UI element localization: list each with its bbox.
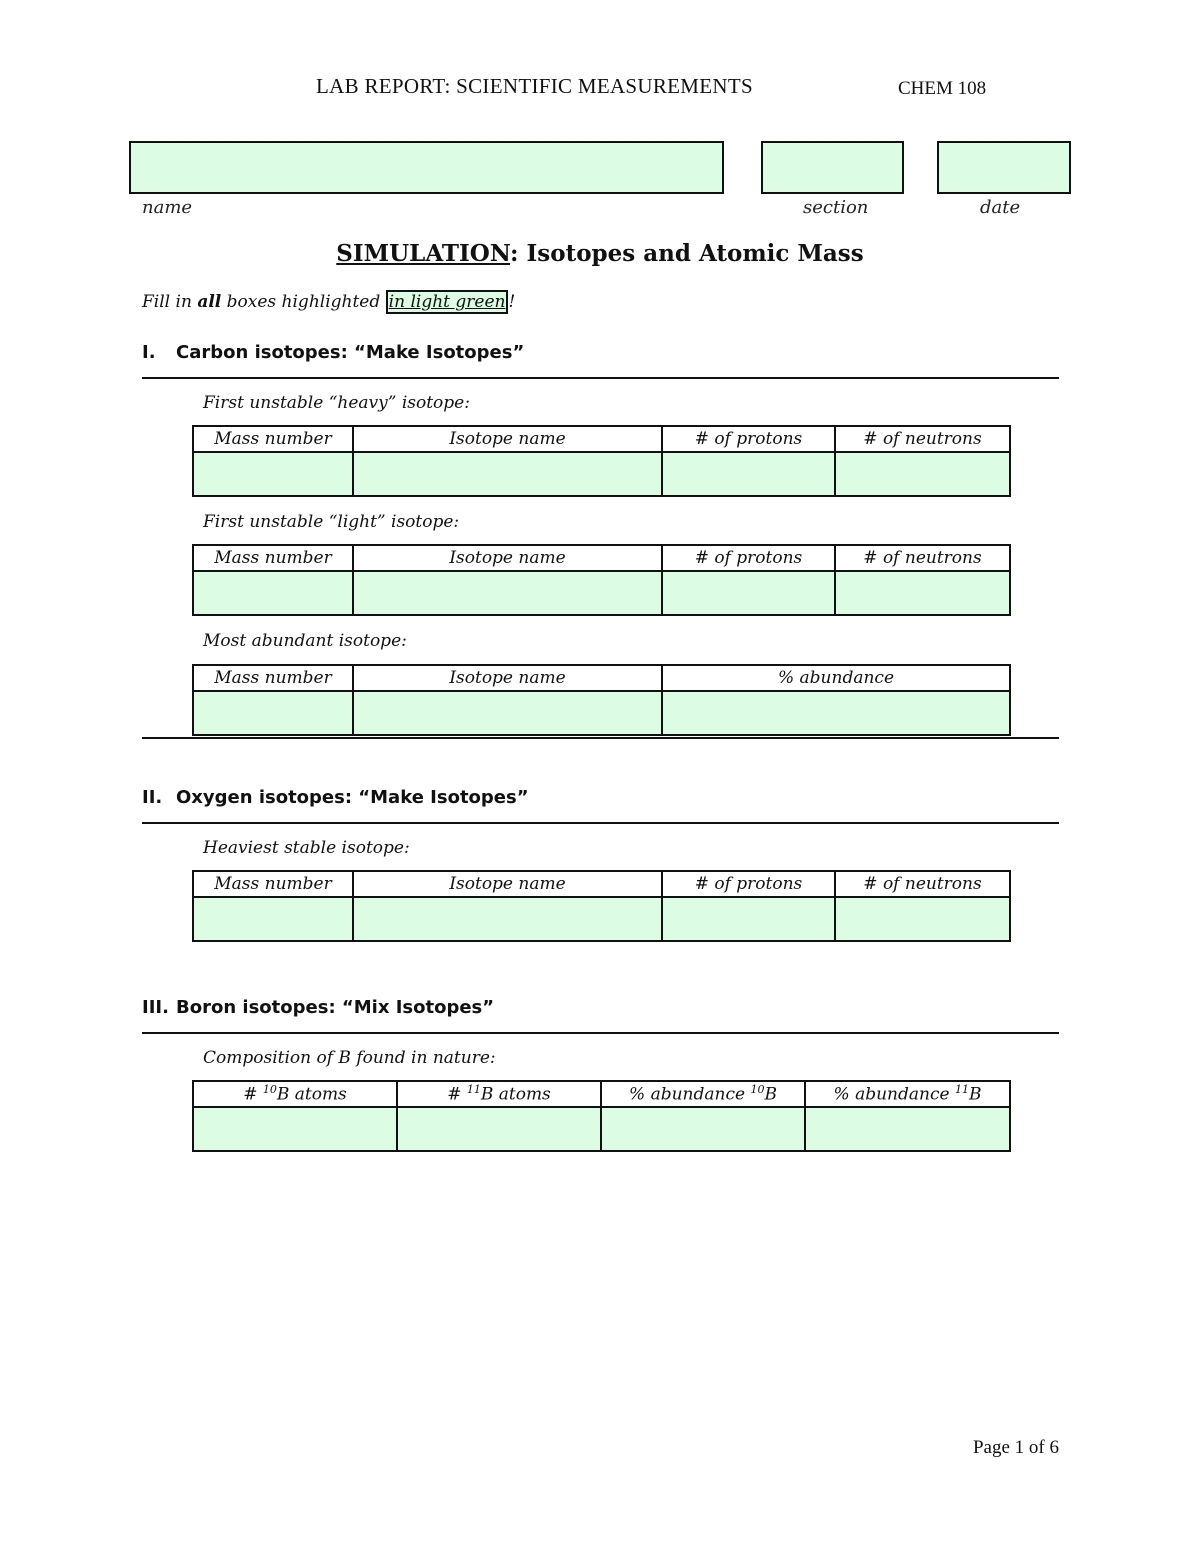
name-field[interactable] (129, 141, 724, 194)
isotope-name-input[interactable] (353, 897, 662, 941)
title-prefix: SIMULATION (336, 240, 511, 267)
instruction-emphasis: all (197, 292, 222, 312)
mass-superscript: 10 (262, 1083, 277, 1097)
col-header: # of protons (662, 426, 835, 452)
header-text: B atoms (276, 1084, 347, 1105)
section-divider (142, 822, 1059, 824)
isotope-name-input[interactable] (353, 691, 662, 735)
oxygen-heaviest-table (192, 870, 1011, 942)
b10-abundance-input[interactable] (601, 1107, 805, 1151)
table-caption: Composition of B found in nature: (203, 1048, 496, 1068)
mass-superscript: 10 (750, 1083, 765, 1097)
date-field[interactable] (937, 141, 1071, 194)
col-header: Isotope name (353, 665, 662, 691)
b10-atoms-input[interactable] (193, 1107, 397, 1151)
b11-abundance-input[interactable] (805, 1107, 1010, 1151)
section-heading-carbon (142, 342, 524, 363)
section-title: Boron isotopes: “Mix Isotopes” (176, 997, 495, 1018)
protons-input[interactable] (662, 897, 835, 941)
isotope-name-input[interactable] (353, 452, 662, 496)
carbon-abundant-table (192, 664, 1011, 736)
mass-number-input[interactable] (193, 571, 353, 615)
col-header: Mass number (193, 871, 353, 897)
header-text: B (968, 1084, 982, 1105)
section-field[interactable] (761, 141, 904, 194)
section-heading-boron (142, 997, 494, 1018)
course-code: CHEM 108 (898, 78, 987, 99)
table-caption: First unstable “heavy” isotope: (203, 393, 470, 413)
col-header: Mass number (193, 426, 353, 452)
protons-input[interactable] (662, 571, 835, 615)
section-divider (142, 1032, 1059, 1034)
col-header: Mass number (193, 545, 353, 571)
col-header: # of protons (662, 871, 835, 897)
section-heading-oxygen (142, 787, 529, 808)
col-header: Isotope name (353, 426, 662, 452)
mass-number-input[interactable] (193, 691, 353, 735)
instruction-text (142, 292, 515, 312)
document-title (0, 240, 1200, 267)
header-text: # (447, 1084, 467, 1105)
section-label: section (803, 197, 869, 218)
section-divider (142, 377, 1059, 379)
report-title: LAB REPORT: SCIENTIFIC MEASUREMENTS (316, 74, 753, 98)
neutrons-input[interactable] (835, 897, 1010, 941)
col-header (601, 1081, 805, 1107)
b11-atoms-input[interactable] (397, 1107, 601, 1151)
neutrons-input[interactable] (835, 452, 1010, 496)
mass-number-input[interactable] (193, 452, 353, 496)
col-header (193, 1081, 397, 1107)
highlight-sample: in light green (386, 290, 509, 314)
name-label: name (142, 197, 193, 218)
section-divider (142, 737, 1059, 739)
table-caption: Most abundant isotope: (203, 631, 407, 651)
col-header: % abundance (662, 665, 1010, 691)
col-header: Mass number (193, 665, 353, 691)
header-text: % abundance (833, 1084, 955, 1105)
boron-composition-table (192, 1080, 1011, 1152)
carbon-light-table (192, 544, 1011, 616)
table-caption: Heaviest stable isotope: (203, 838, 410, 858)
section-number: I. (142, 342, 156, 363)
table-caption: First unstable “light” isotope: (203, 512, 460, 532)
section-number: III. (142, 997, 169, 1018)
col-header: # of neutrons (835, 545, 1010, 571)
section-title: Oxygen isotopes: “Make Isotopes” (176, 787, 529, 808)
header-text: B atoms (480, 1084, 551, 1105)
col-header (397, 1081, 601, 1107)
header-text: % abundance (629, 1084, 751, 1105)
col-header (805, 1081, 1010, 1107)
carbon-heavy-table (192, 425, 1011, 497)
instruction-part: ! (508, 292, 516, 312)
header-text: # (243, 1084, 263, 1105)
date-label: date (980, 197, 1021, 218)
mass-number-input[interactable] (193, 897, 353, 941)
page-number: Page 1 of 6 (972, 1437, 1059, 1458)
col-header: Isotope name (353, 871, 662, 897)
section-number: II. (142, 787, 163, 808)
col-header: Isotope name (353, 545, 662, 571)
section-title: Carbon isotopes: “Make Isotopes” (176, 342, 525, 363)
abundance-input[interactable] (662, 691, 1010, 735)
mass-superscript: 11 (954, 1083, 969, 1097)
col-header: # of protons (662, 545, 835, 571)
title-rest: : Isotopes and Atomic Mass (510, 240, 864, 267)
col-header: # of neutrons (835, 871, 1010, 897)
col-header: # of neutrons (835, 426, 1010, 452)
mass-superscript: 11 (466, 1083, 481, 1097)
instruction-part: boxes highlighted (221, 292, 386, 312)
isotope-name-input[interactable] (353, 571, 662, 615)
neutrons-input[interactable] (835, 571, 1010, 615)
instruction-part: Fill in (142, 292, 198, 312)
protons-input[interactable] (662, 452, 835, 496)
header-text: B (764, 1084, 777, 1105)
